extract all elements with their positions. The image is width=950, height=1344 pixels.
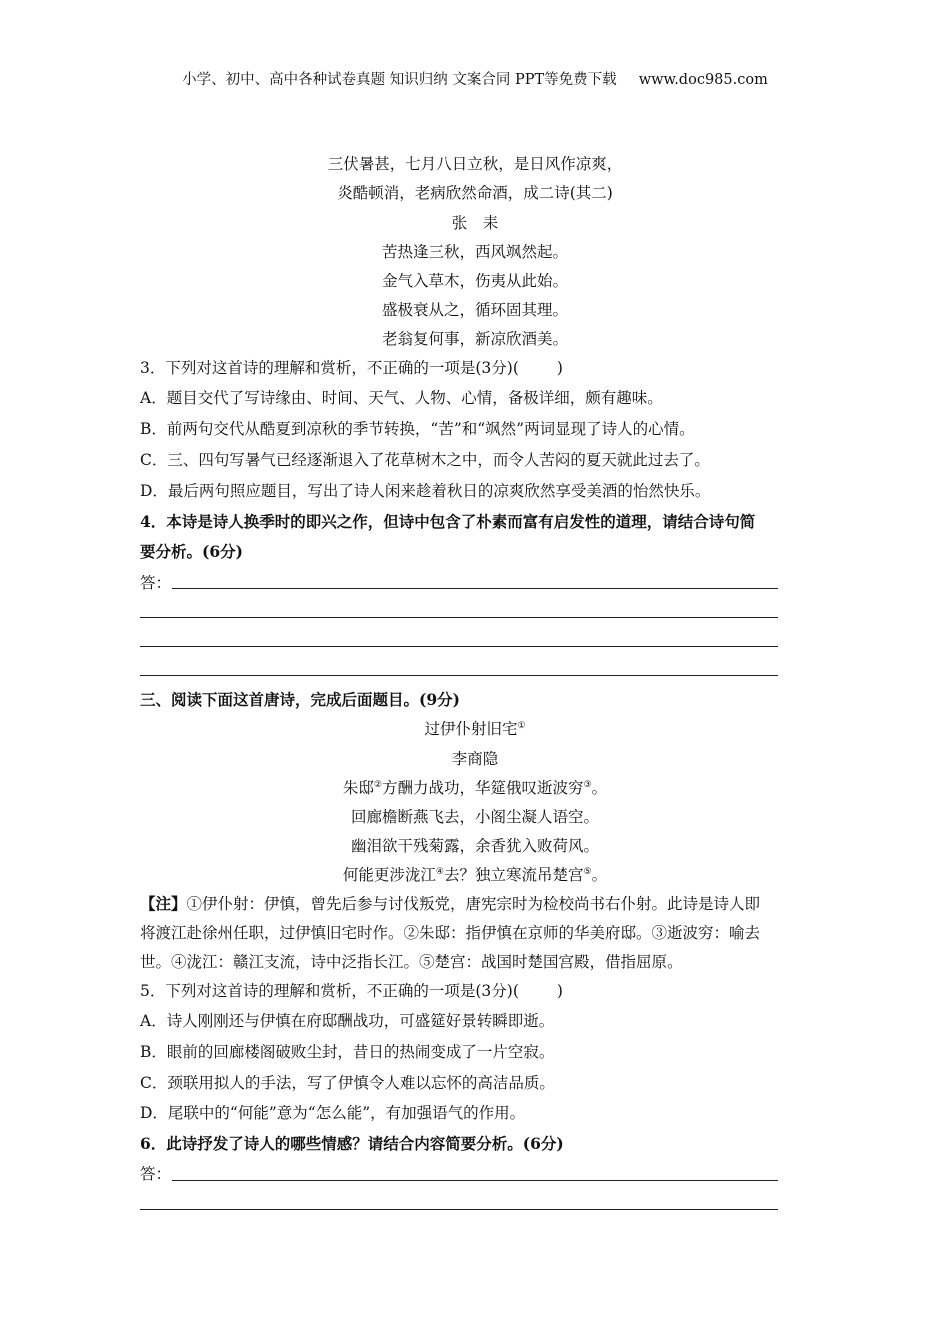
note-line2: 将渡江赴徐州任职，过伊慎旧宅时作。②朱邸：指伊慎在京师的华美府邸。③逝波穷：喻去 xyxy=(140,924,761,942)
poem1-title-line1: 三伏暑甚，七月八日立秋，是日风作凉爽， xyxy=(327,155,623,173)
header-url[interactable]: www.doc985.com xyxy=(638,72,768,88)
poem1-line: 苦热逢三秋，西风飒然起。 xyxy=(381,243,568,261)
header-text: 小学、初中、高中各种试卷真题 知识归纳 文案合同 PPT等免费下载 xyxy=(182,72,617,88)
q4-stem-line1: 4．本诗是诗人换季时的即兴之作，但诗中包含了朴素而富有启发性的道理，请结合诗句简 xyxy=(140,512,756,531)
poem1-title-line2: 炎酷顿消，老病欣然命酒，成二诗(其二) xyxy=(337,184,613,202)
poem2-author: 李商隐 xyxy=(451,750,499,768)
q5-option-c: C．颈联用拟人的手法，写了伊慎令人难以忘怀的高洁品质。 xyxy=(140,1074,555,1092)
poem1-line: 盛极衰从之，循环固其理。 xyxy=(381,301,568,319)
q6-answer-line[interactable] xyxy=(172,1180,778,1181)
q5-stem: 5．下列对这首诗的理解和赏析，不正确的一项是(3分)( ) xyxy=(140,982,563,1000)
q4-answer-label: 答： xyxy=(140,574,172,592)
poem2-line: 何能更涉泷江④去？独立寒流吊楚宫⑤。 xyxy=(342,866,608,884)
q4-answer-line[interactable] xyxy=(140,617,778,618)
poem2-line: 朱邸②方酬力战功，华筵俄叹逝波穷③。 xyxy=(342,779,608,797)
q3-option-a: A．题目交代了写诗缘由、时间、天气、人物、心情，备极详细，颇有趣味。 xyxy=(140,389,663,407)
q6-stem: 6．此诗抒发了诗人的哪些情感？请结合内容简要分析。(6分) xyxy=(140,1134,564,1153)
q6-answer-label: 答： xyxy=(140,1165,172,1183)
q3-option-d: D．最后两句照应题目，写出了诗人闲来趁着秋日的凉爽欣然享受美酒的怡然快乐。 xyxy=(140,482,711,500)
page-header xyxy=(0,68,950,89)
q5-option-a: A．诗人刚刚还与伊慎在府邸酬战功，可盛筵好景转瞬即逝。 xyxy=(140,1012,555,1030)
note-line1: 【注】①伊仆射：伊慎，曾先后参与讨伐叛党，唐宪宗时为检校尚书右仆射。此诗是诗人即 xyxy=(140,894,761,913)
poem2-title: 过伊仆射旧宅① xyxy=(424,720,526,738)
section3-heading: 三、阅读下面这首唐诗，完成后面题目。(9分) xyxy=(140,690,460,709)
q4-answer-line[interactable] xyxy=(140,675,778,676)
q3-option-c: C．三、四句写暑气已经逐渐退入了花草树木之中，而令人苦闷的夏天就此过去了。 xyxy=(140,451,710,469)
q3-stem: 3．下列对这首诗的理解和赏析，不正确的一项是(3分)( ) xyxy=(140,359,563,377)
poem2-line: 幽泪欲干残菊露，余香犹入败荷风。 xyxy=(350,837,599,855)
q3-option-b: B．前两句交代从酷夏到凉秋的季节转换，“苦”和“飒然”两词显现了诗人的心情。 xyxy=(140,420,695,438)
q5-option-d: D．尾联中的“何能”意为“怎么能”，有加强语气的作用。 xyxy=(140,1104,526,1122)
poem2-line: 回廊檐断燕飞去，小阁尘凝人语空。 xyxy=(350,808,599,826)
q4-stem-line2: 要分析。(6分) xyxy=(140,542,243,561)
poem1-line: 老翁复何事，新凉欣酒美。 xyxy=(381,330,568,348)
q6-answer-line[interactable] xyxy=(140,1209,778,1210)
poem1-line: 金气入草木，伤夷从此始。 xyxy=(381,272,568,290)
q5-option-b: B．眼前的回廊楼阁破败尘封，昔日的热闹变成了一片空寂。 xyxy=(140,1043,555,1061)
poem1-author: 张 耒 xyxy=(451,214,499,232)
note-line3: 世。④泷江：赣江支流，诗中泛指长江。⑤楚宫：战国时楚国宫殿，借指屈原。 xyxy=(140,953,683,971)
q4-answer-line[interactable] xyxy=(140,646,778,647)
q4-answer-line[interactable] xyxy=(172,588,778,589)
